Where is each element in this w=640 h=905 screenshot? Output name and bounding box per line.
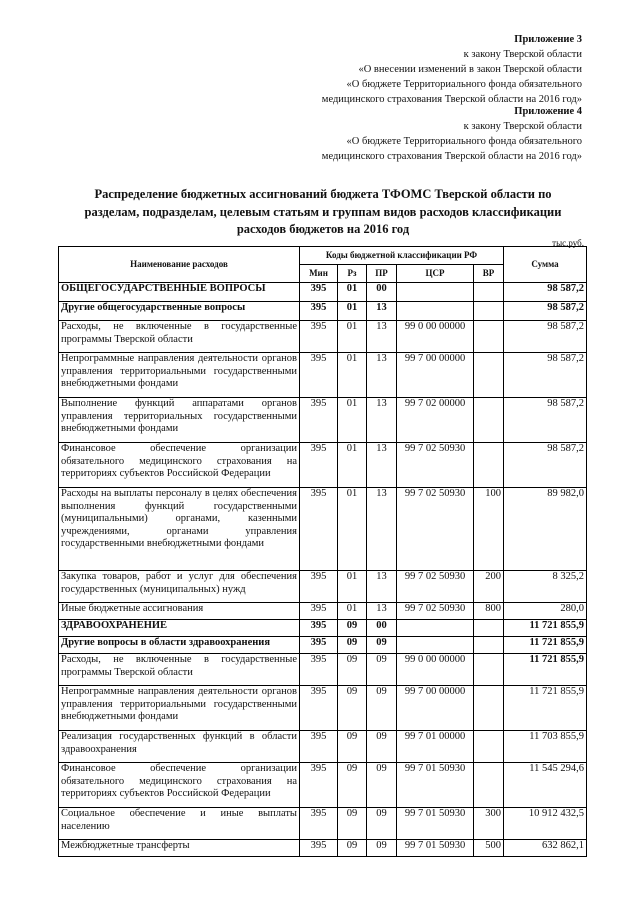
cell-pr: 13 — [367, 603, 397, 620]
cell-vr — [474, 321, 504, 353]
cell-csr: 99 7 02 00000 — [397, 398, 474, 443]
appendix-3-title: Приложение 3 — [514, 34, 582, 45]
cell-csr — [397, 620, 474, 637]
header-sum: Сумма — [504, 247, 587, 283]
table-row — [59, 571, 587, 603]
cell-name: Иные бюджетные ассигнования — [59, 603, 300, 620]
cell-name: Расходы, не включенные в государственные программы Тверской области — [59, 321, 300, 353]
cell-csr: 99 0 00 00000 — [397, 321, 474, 353]
cell-csr — [397, 302, 474, 321]
header-vr: ВР — [474, 265, 504, 283]
cell-rz: 09 — [338, 686, 367, 731]
cell-csr: 99 7 00 00000 — [397, 686, 474, 731]
cell-sum: 8 325,2 — [504, 571, 587, 603]
cell-rz: 09 — [338, 637, 367, 654]
cell-name: Непрограммные направления деятельности органов управления территориальными государственными внебюджетными фондами — [59, 686, 300, 731]
cell-rz: 01 — [338, 302, 367, 321]
cell-rz: 09 — [338, 620, 367, 637]
cell-vr — [474, 686, 504, 731]
cell-name: Межбюджетные трансферты — [59, 840, 300, 857]
table-row — [59, 840, 587, 857]
cell-min: 395 — [300, 731, 338, 763]
header-rz: Рз — [338, 265, 367, 283]
cell-min: 395 — [300, 763, 338, 808]
cell-pr: 13 — [367, 443, 397, 488]
cell-sum: 98 587,2 — [504, 443, 587, 488]
cell-csr: 99 7 02 50930 — [397, 488, 474, 571]
cell-pr: 13 — [367, 398, 397, 443]
cell-csr: 99 7 00 00000 — [397, 353, 474, 398]
cell-csr: 99 7 02 50930 — [397, 571, 474, 603]
table-row — [59, 443, 587, 488]
budget-table — [58, 246, 587, 857]
cell-rz: 01 — [338, 603, 367, 620]
cell-pr: 09 — [367, 686, 397, 731]
cell-vr: 500 — [474, 840, 504, 857]
cell-name: Финансовое обеспечение организации обязательного медицинского страхования на территориях субъектов Российской Федерации — [59, 443, 300, 488]
table-row — [59, 283, 587, 302]
cell-rz: 01 — [338, 353, 367, 398]
cell-vr — [474, 731, 504, 763]
table-row — [59, 731, 587, 763]
cell-name: Социальное обеспечение и иные выплаты населению — [59, 808, 300, 840]
cell-csr: 99 7 01 50930 — [397, 808, 474, 840]
cell-min: 395 — [300, 398, 338, 443]
cell-name: Финансовое обеспечение организации обязательного медицинского страхования на территориях субъектов Российской Федерации — [59, 763, 300, 808]
cell-csr — [397, 283, 474, 302]
cell-rz: 09 — [338, 840, 367, 857]
cell-csr: 99 7 01 00000 — [397, 731, 474, 763]
table-row — [59, 654, 587, 686]
cell-min: 395 — [300, 302, 338, 321]
table-row — [59, 763, 587, 808]
appendix-3-line: «О бюджете Территориального фонда обязательного — [346, 79, 582, 90]
cell-name: ОБЩЕГОСУДАРСТВЕННЫЕ ВОПРОСЫ — [59, 283, 300, 302]
cell-sum: 98 587,2 — [504, 302, 587, 321]
cell-vr: 200 — [474, 571, 504, 603]
cell-min: 395 — [300, 603, 338, 620]
cell-min: 395 — [300, 808, 338, 840]
cell-rz: 01 — [338, 443, 367, 488]
table-row — [59, 603, 587, 620]
cell-vr — [474, 654, 504, 686]
cell-sum: 98 587,2 — [504, 283, 587, 302]
cell-sum: 10 912 432,5 — [504, 808, 587, 840]
appendix-3-line: «О внесении изменений в закон Тверской области — [358, 64, 582, 75]
cell-pr: 09 — [367, 654, 397, 686]
cell-name: Расходы, не включенные в государственные программы Тверской области — [59, 654, 300, 686]
cell-min: 395 — [300, 353, 338, 398]
cell-min: 395 — [300, 488, 338, 571]
table-row — [59, 808, 587, 840]
appendix-4-header — [322, 104, 582, 164]
cell-pr: 13 — [367, 353, 397, 398]
cell-rz: 01 — [338, 283, 367, 302]
cell-vr — [474, 620, 504, 637]
header-codes: Коды бюджетной классификации РФ — [300, 247, 504, 265]
cell-sum: 98 587,2 — [504, 353, 587, 398]
cell-name: Закупка товаров, работ и услуг для обеспечения государственных (муниципальных) нужд — [59, 571, 300, 603]
cell-pr: 13 — [367, 321, 397, 353]
cell-vr — [474, 763, 504, 808]
cell-name: Непрограммные направления деятельности органов управления территориальными государственными внебюджетными фондами — [59, 353, 300, 398]
cell-vr — [474, 353, 504, 398]
cell-vr — [474, 283, 504, 302]
cell-min: 395 — [300, 686, 338, 731]
appendix-4-title: Приложение 4 — [514, 106, 582, 117]
cell-csr: 99 7 01 50930 — [397, 840, 474, 857]
cell-name: Реализация государственных функций в области здравоохранения — [59, 731, 300, 763]
cell-min: 395 — [300, 321, 338, 353]
cell-min: 395 — [300, 620, 338, 637]
cell-csr: 99 0 00 00000 — [397, 654, 474, 686]
table-row — [59, 321, 587, 353]
table-row — [59, 637, 587, 654]
table-row — [59, 686, 587, 731]
cell-vr — [474, 443, 504, 488]
cell-pr: 13 — [367, 488, 397, 571]
cell-pr: 13 — [367, 571, 397, 603]
table-row — [59, 488, 587, 571]
cell-sum: 11 721 855,9 — [504, 637, 587, 654]
cell-min: 395 — [300, 840, 338, 857]
appendix-3-header — [322, 32, 582, 107]
cell-sum: 11 703 855,9 — [504, 731, 587, 763]
cell-rz: 09 — [338, 731, 367, 763]
cell-sum: 280,0 — [504, 603, 587, 620]
cell-sum: 11 721 855,9 — [504, 654, 587, 686]
cell-sum: 98 587,2 — [504, 321, 587, 353]
cell-vr: 800 — [474, 603, 504, 620]
table-row — [59, 353, 587, 398]
cell-pr: 09 — [367, 731, 397, 763]
cell-min: 395 — [300, 283, 338, 302]
cell-name: Другие общегосударственные вопросы — [59, 302, 300, 321]
appendix-3-line: к закону Тверской области — [463, 49, 582, 60]
units-label: тыс.руб. — [552, 238, 584, 248]
cell-name: Другие вопросы в области здравоохранения — [59, 637, 300, 654]
cell-csr: 99 7 01 50930 — [397, 763, 474, 808]
cell-rz: 09 — [338, 808, 367, 840]
header-min: Мин — [300, 265, 338, 283]
cell-pr: 09 — [367, 808, 397, 840]
document-title-line: Распределение бюджетных ассигнований бюджета ТФОМС Тверской области по — [94, 187, 552, 201]
cell-vr — [474, 398, 504, 443]
cell-rz: 01 — [338, 488, 367, 571]
cell-vr: 100 — [474, 488, 504, 571]
document-title-line: разделам, подразделам, целевым статьям и группам видов расходов классификации — [84, 204, 562, 219]
appendix-4-line: медицинского страхования Тверской области на 2016 год» — [321, 151, 582, 162]
cell-pr: 09 — [367, 763, 397, 808]
table-row — [59, 620, 587, 637]
header-pr: ПР — [367, 265, 397, 283]
document-title-line: расходов бюджетов на 2016 год — [236, 222, 410, 236]
cell-min: 395 — [300, 637, 338, 654]
appendix-4-line: «О бюджете Территориального фонда обязательного — [346, 136, 582, 147]
cell-rz: 01 — [338, 571, 367, 603]
header-csr: ЦСР — [397, 265, 474, 283]
table-row — [59, 302, 587, 321]
cell-pr: 00 — [367, 283, 397, 302]
table-row — [59, 398, 587, 443]
header-name: Наименование расходов — [59, 247, 300, 283]
cell-vr — [474, 302, 504, 321]
cell-sum: 89 982,0 — [504, 488, 587, 571]
cell-sum: 11 721 855,9 — [504, 686, 587, 731]
cell-pr: 09 — [367, 840, 397, 857]
cell-name: ЗДРАВООХРАНЕНИЕ — [59, 620, 300, 637]
appendix-4-line: к закону Тверской области — [463, 121, 582, 132]
cell-csr: 99 7 02 50930 — [397, 603, 474, 620]
cell-rz: 09 — [338, 763, 367, 808]
cell-pr: 13 — [367, 302, 397, 321]
cell-pr: 09 — [367, 637, 397, 654]
cell-rz: 09 — [338, 654, 367, 686]
cell-vr: 300 — [474, 808, 504, 840]
cell-name: Выполнение функций аппаратами органов управления территориальных государственными внебюджетными фондами — [59, 398, 300, 443]
appendix-3-line: медицинского страхования Тверской области на 2016 год» — [321, 94, 582, 105]
cell-min: 395 — [300, 654, 338, 686]
cell-vr — [474, 637, 504, 654]
cell-pr: 00 — [367, 620, 397, 637]
cell-sum: 11 721 855,9 — [504, 620, 587, 637]
cell-min: 395 — [300, 571, 338, 603]
cell-rz: 01 — [338, 321, 367, 353]
cell-sum: 11 545 294,6 — [504, 763, 587, 808]
cell-csr — [397, 637, 474, 654]
document-title — [58, 186, 588, 239]
cell-name: Расходы на выплаты персоналу в целях обеспечения выполнения функций государственными (муниципальными) органами, казенными учреждениями, органами управления государственными внебюджетными фондами — [59, 488, 300, 571]
cell-sum: 632 862,1 — [504, 840, 587, 857]
cell-sum: 98 587,2 — [504, 398, 587, 443]
cell-rz: 01 — [338, 398, 367, 443]
cell-csr: 99 7 02 50930 — [397, 443, 474, 488]
cell-min: 395 — [300, 443, 338, 488]
